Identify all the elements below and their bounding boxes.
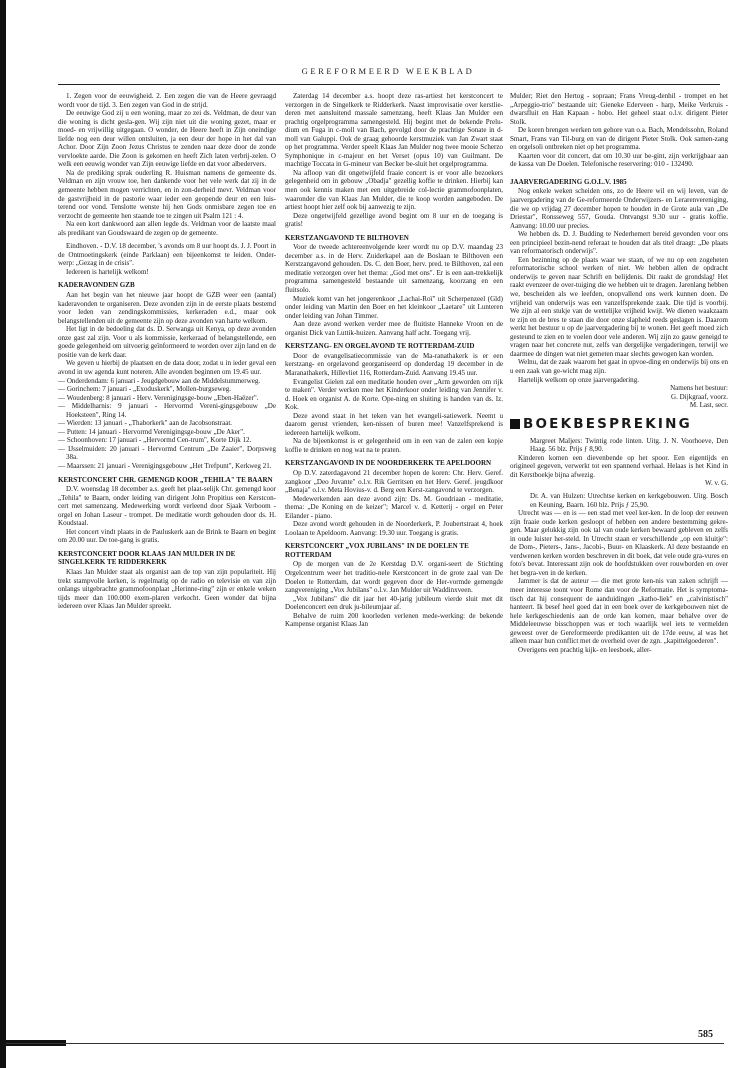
list-item: — Schoonhoven: 17 januari - „Hervormd Cen-trum", Korte Dijk 12. [58, 436, 276, 445]
review-citation: Dr. A. van Hulzen: Utrechtse kerken en kerkgebouwen. Uitg. Bosch en Keuning, Baarn. 160 blz. Prijs ƒ 25,90. [530, 491, 728, 509]
article-paragraph: Aan deze avond werken verder mee de fluitiste Hanneke Vroon en de organist Dick van Luttik-huizen. Aanvang half acht. Toegang vrij. [285, 320, 503, 337]
article-paragraph: Zaterdag 14 december a.s. hoopt deze ras-artiest het kerstconcert te verzorgen in de Singelkerk te Ridderkerk. Naast improvisatie over kerstlie-deren met aansluitend massale samenzang, heeft Klaas Jan Mulder een prachtig orgelprogramma samengesteld. Hij begint met de bekende Prelu-dium en Fuga in c-moll van Bach, gevolgd door de prachtige Sonate in d-moll van Galuppi. Ook de graag gehoorde kerstmuziek van Jan Zwart staat op het programma. Verder speelt Klaas Jan Mulder nog twee mooie Scherzo Symphonique in c-majeur en het Verset (opus 10) van Guilmant. De machtige Toccata in G-mineur van Becker be-sluit het orgelprogramma. [285, 92, 503, 169]
heading-klaas-jan-mulder: KERSTCONCERT DOOR KLAAS JAN MULDER IN DE SINGELKERK TE RIDDERKERK [58, 549, 236, 567]
column-3 [510, 92, 728, 1027]
review-text: Jammer is dat de auteur — die met grote ken-nis van zaken schrijft — meer interesse toont voor Rome dan voor de Reformatie. Het is symptoma-tisch dat hij consequent de aanduidingen „katho-liek" en „calvinistisch" hanteert. Ik besef heel goed dat in een boek over de kerkgebouwen niet de hele kerkgeschiedenis aan de orde kan komen, maar behalve over de Middeleeuwse bisschoppen was er toch waarlijk wel iets te vermelden geweest over de Gereformeerde predikanten uit de 17de eeuw, al was het alleen maar hun conflict met de overheid over de zgn. „kapittelgoederen". [510, 577, 728, 646]
article-paragraph: 1. Zegen voor de eeuwigheid. 2. Een zegen die van de Heere gevraagd wordt voor de tijd. 3. Een zegen van God in de strijd. [58, 92, 276, 109]
article-paragraph: Op de morgen van de 2e Kerstdag D.V. organi-seert de Stichting Orgelcentrum weer het traditio-nele Kerstconcert in de grote zaal van De Doelen te Rotterdam, dat wordt gegeven door de Her-vormde gemengde zangvereniging „Vox Jubilans" o.l.v. Jan Mulder uit Waddinxveen. [285, 560, 503, 595]
masthead: GEREFORMEERD WEEKBLAD [301, 66, 475, 76]
article-paragraph: D.V. woensdag 18 december a.s. geeft het plaat-selijk Chr. gemengd koor „Tehila" te Baarn, onder leiding van dirigent John Propitius een Kerstcon-cert met samenzang. Medewerking wordt verleend door Sjaak Verboom - orgel en Johan Laseur - trompet. De meditatie wordt gehouden door ds. H. Koudstaal. [58, 485, 276, 528]
page-binding-edge [0, 0, 6, 1068]
article-paragraph: Na afloop van dit ongetwijfeld fraaie concert is er voor alle bezoekers gelegenheid om in gebouw „Obadja" gezellig koffie te drinken. Hierbij kan men ook kennis maken met een uitgebreide col-lectie grammofoonplaten, waaronder die van Klaas Jan Mulder, die te koop worden aangeboden. De artiest hoopt hier zelf ook bij aanwezig te zijn. [285, 168, 503, 212]
square-bullet-icon [510, 419, 520, 429]
article-paragraph: De koren brengen werken ten gehore van o.a. Bach, Mendelssohn, Roland Smart, Frans van Til-burg en van de dirigent Pieter Stolk. Ook samen-zang en orgelsoli ontbreken niet op het programma. [510, 126, 728, 152]
article-paragraph: Na een kort dankwoord aan allen legde ds. Veldman voor de laatste maal als predikant van Goudswaard de zegen op de gemeente. [58, 220, 276, 237]
article-paragraph: Iedereen is hartelijk welkom! [66, 267, 149, 276]
article-paragraph: Mulder; Riet den Hertog - sopraan; Frans Vreug-denhil - trompet en het „Arpeggio-trio" bestaande uit: Gieneke Ederveen - harp, Meike Verkruis - dwarsfluit en Han Kapaan - hobo. Het geheel staat o.l.v. dirigent Pieter Stolk. [510, 92, 728, 126]
heading-bilthoven: KERSTZANGAVOND TE BILTHOVEN [285, 233, 409, 242]
heading-jaarvergadering: JAARVERGADERING G.O.L.V. 1985 [510, 177, 627, 186]
article-paragraph: Muziek komt van het jongerenkoor „Lachai-Roï" uit Scherpenzeel (Gld) onder leiding van Martin den Boer en het kleinkoor „Laetare" uit Lunteren onder leiding van Johan Timmer. [285, 294, 503, 320]
list-item: — Middelharnis: 9 januari - Hervormd Vereni-gingsgebouw „De Hoeksteen", Ring 14. [58, 402, 276, 419]
list-item: — Woudenberg: 8 januari - Herv. Verenigingsge-bouw „Eben-Haëzer". [58, 394, 276, 403]
signature-line: Namens het bestuur: [670, 384, 728, 393]
article-paragraph: Hartelijk welkom op onze jaarvergadering. [518, 375, 639, 384]
list-item: — Putten: 14 januari - Hervormd Verenigingsge-bouw „De Aker". [58, 428, 276, 437]
review-text: Utrecht was — en is — een stad met veel ker-ken. In de loop der eeuwen zijn fraaie oude kerken gesloopt of hebben een andere bestemming gekre-gen. Maar gelukkig zijn ook tal van oude kerken bewaard gebleven en zelfs in oude luister her-steld. In Utrecht staan er verschillende „op een kluitje": de Dom-, Pieters-, Jans-, Jacobi-, Buur- en Klaaskerk. Al deze bestaande en verdwenen kerken worden beschreven in dit boek, dat vele oude gra-vures en foto's bevat. Interessant zijn ook de hoofdstukken over rouwborden en over het begra-ven in de kerken. [510, 509, 728, 577]
venue-list [58, 377, 276, 471]
article-paragraph: Evangelist Gielen zal een meditatie houden over „Arm geworden om rijk te maken". Verder werken mee het Kinderkoor onder leiding van Jennifer v. d. Hoek en organist A. de Korte. Ope-ning en sluiting is handen van ds. Iz. Kok. [285, 377, 503, 412]
article-paragraph: Een bezinning op de plaats waar we staan, of we nu op een zogeheten reformatorische school werken of niet. We hebben allen de opdracht onderwijs te geven naar Schrift en belijdenis. Dit raakt de grondslag! Het raakt evenzeer de over-tuiging die we hebben uit te dragen. Jarenlang hebben we, bescheiden als we leefden, onopvallend ons werk kunnen doen. De vrijheid van onderwijs was een vanzelfsprekende zaak. Die tijd is voorbij. We zijn al een stukje van de wettelijke vrijheid kwijt. We dienen waakzaam te zijn en de bres te staan die door onze slapheid reeds geslagen is. Daarom werkt het bestuur u op de jaarvergadering bij te wonen. Het geeft moed zich gesteund te zien en te voelen door vele anderen. Wij zijn zo gauw geneigd te vragen naar het concrete nut, zelfs van dergelijke vergaderingen, terwijl we daarmee de dingen wat niet gemeten maar slechts gewogen kan worden. [510, 255, 728, 358]
list-item: — Gorinchem: 7 januari - „Exoduskerk", Mollen-burgseweg. [58, 385, 276, 394]
article-paragraph: Kaarten voor dit concert, dat om 10.30 uur be-gint, zijn verkrijgbaar aan de kassa van De Doelen. Telefonische reservering: 010 - 132490. [510, 151, 728, 169]
list-item: — Onderdendam: 6 januari - Jeugdgebouw aan de Middelstummerweg. [58, 377, 276, 386]
article-paragraph: Het ligt in de bedoeling dat ds. D. Serwanga uit Kenya, op deze avonden onze gast zal zijn. Voor u als kommissie, kerkeraad of belangstellende, een goede gelegenheid om uitvoerig geïnformeerd te worden over zijn land en de positie van de kerk daar. [58, 325, 276, 359]
article-paragraph: De eeuwige God zij u een woning, maar zo zei ds. Veldman, de deur van die woning is dicht gesla-gen. Wij zijn niet uit die woning gezet, maar er moed- en vrijwillig uitgegaan. O wonder, de Heere heeft in Zijn oneindige liefde nog een deur willen ontsluiten, ja een deur der hope in het dal van Achor. Door Zijn Zoon Jezus Christus te zenden naar deze door de zonde vervloekte aarde. Die Zoon is gekomen en heeft Zich laten verbrij-zelen. O welk een eeuwig wonder van Zijn eeuwige liefde en dat voor albedervers. [58, 109, 276, 169]
article-paragraph: Klaas Jan Mulder staat als organist aan de top van zijn populariteit. Hij trekt stampvolle kerken, is regelmatig op de radio en televisie en van zijn onlangs uitgebrachte grammofoonplaat „Herinne-ring" zijn er enkele weken tijds meer dan 100.000 exem-plaren verkocht. Geen wonder dat bijna iedereen over Klaas Jan Mulder spreekt. [58, 567, 276, 611]
signature-line: M. Last, secr. [689, 401, 728, 410]
article-paragraph: Medewerkenden aan deze avond zijn: Ds. M. Goudriaan - meditatie, thema: „De Koning en de keizer"; Marcel v. d. Ketterij - orgel en Peter Eilander - piano. [285, 494, 503, 520]
article-paragraph: Door de evangelisatiecommissie van de Ma-ranathakerk is er een kerstzang- en orgelavond georganiseerd op donderdag 19 december in de Maranathakerk, Hillevliet 116, Rotterdam-Zuid. Aanvang 19.45 uur. [285, 351, 503, 377]
article-paragraph: Deze avond wordt gehouden in de Noorderkerk, P. Joubertstraat 4, hoek Loolaan te Apeldoorn. Aanvang: 19.30 uur. Toegang is gratis. [285, 520, 503, 537]
review-2-header [522, 492, 728, 509]
article-paragraph: Deze avond staat in het teken van het evangeli-satiewerk. Neemt u daarom gerust vrienden, ken-nissen of buren mee! Vanzelfsprekend is iedereen hartelijk welkom. [285, 411, 503, 437]
review-1-header [522, 437, 728, 454]
article-paragraph: „Vox Jubilans" die dit jaar het 40-jarig jubileum vierde sluit met dit Doelenconcert een druk ju-bileumjaar af. [285, 594, 503, 612]
article-paragraph: We hebben ds. D. J. Budding te Nederhemert bereid gevonden voor ons een principieel bezin-nend referaat te houden dat als titel draagt: „De plaats van reformatorisch onderwijs". [510, 230, 728, 256]
review-text: Overigens een prachtig kijk- en leesboek, aller- [518, 645, 652, 654]
signature-line: G. Dijkgraaf, voorz. [671, 392, 728, 401]
article-paragraph: Na de prediking sprak ouderling R. Huisman namens de gemeente ds. Veldman en zijn vrouw toe, hen dankende voor het vele werk dat zij in de gemeente hebben mogen verrichten, en in zon-derheid mevr. Veldman voor de gastvrijheid in de pastorie waar ieder een geopende deur en een luis-terend oor vond. Tenslotte wenste hij hen Gods onmisbare zegen toe en verzocht de gemeente hen staande toe te zingen uit Psalm 121 : 4. [58, 168, 276, 220]
heading-vox-jubilans: KERSTCONCERT „VOX JUBILANS" IN DE DOELEN TE ROTTERDAM [285, 542, 469, 559]
column-2 [285, 92, 503, 1027]
article-paragraph: Eindhoven. - D.V. 18 december, 's avonds om 8 uur hoopt ds. J. J. Poort in de Ontmoetingskerk (einde Parklaan) een bijeenkomst te leiden. Onder-werp: „Gezag in de crisis". [58, 242, 276, 268]
review-signature: W. v. G. [705, 479, 728, 488]
article-paragraph: Welnu, dat de zaak waarom het gaat in opvoe-ding en onderwijs bij ons en u een zaak van ge-wicht mag zijn. [510, 358, 728, 375]
boekbespreking-title: BOEKBESPREKING [523, 415, 692, 432]
article-paragraph: Voor de tweede achtereenvolgende keer wordt nu op D.V. maandag 23 december a.s. in de Herv. Zuiderkapel aan de Boslaan te Bilthoven een Kerstzangavond gehouden. Ds. C. den Boer, herv. pred. te Bilthoven, zal een meditatie verzorgen over het thema: „God met ons". Er is een aan-trekkelijk programma samengesteld bestaande uit samenzang, koorzang en een fluitsolo. [285, 243, 503, 295]
list-item: — Wierden: 13 januari - „Thaborkerk" aan de Jacobsonstraat. [58, 419, 276, 428]
article-paragraph: We geven u hierbij de plaatsen en de data door, zodat u in ieder geval een avond in uw agenda kunt noteren. Alle avonden beginnen om 19.45 uur. [58, 359, 276, 376]
article-paragraph: Na de bijeenkomst is er gelegenheid om in een van de zalen een kopje koffie te drinken en nog wat na te praten. [285, 437, 503, 454]
section-heading-boekbespreking [510, 417, 728, 432]
page-number: 585 [698, 1029, 713, 1040]
heading-kaderavonden: KADERAVONDEN GZB [58, 281, 135, 290]
article-paragraph: Op D.V. zaterdagavond 21 december hopen de koren: Chr. Herv. Geref. zangkoor „Deo Juvante" o.l.v. Rik Gerritsen en het Herv. Geref. jeugdkoor „Benaja" o.l.v. Meta Hovius-v. d. Berg een Kerst-zangavond te verzorgen. [285, 468, 503, 495]
article-paragraph: Behalve de ruim 200 koorleden verlenen mede-werking: de bekende Kampense organist Klaas Jan [285, 611, 503, 629]
column-1 [58, 92, 276, 1027]
list-item: — IJsselmuiden: 20 januari - Hervormd Centrum „De Zaaier", Dorpsweg 38a. [58, 445, 276, 462]
article-paragraph: Aan het begin van het nieuwe jaar hoopt de GZB weer een (aantal) kaderavonden te organiseren. Deze avonden zijn in de eerste plaats bestemd voor leden van zendingskommissies, kerkeraden e.d., maar ook belangstellenden uit de gemeente zijn op deze avonden van harte welkom. [58, 291, 276, 325]
signature-block [510, 384, 728, 410]
article-paragraph: Het concert vindt plaats in de Pauluskerk aan de Brink te Baarn en begint om 20.00 uur. De toe-gang is gratis. [58, 527, 276, 545]
article-paragraph: Nog enkele weken scheiden ons, zo de Heere wil en wij leven, van de jaarvergadering van de Ge-reformeerde Onderwijzers- en Lerarenvereniging, die we op vrijdag 27 december hopen te houden in de Grote aula van „De Driestar", Ronsseweg 557, Gouda. Ontvangst 9.30 uur - gratis koffie. Aanvang: 10.00 uur precies. [510, 187, 728, 230]
heading-apeldoorn: KERSTZANGAVOND IN DE NOORDERKERK TE APELDOORN [285, 459, 492, 468]
heading-tehila: KERSTCONCERT CHR. GEMENGD KOOR „TEHILA" TE BAARN [58, 475, 273, 484]
bottom-rule [6, 1043, 724, 1044]
masthead-rule [58, 84, 720, 85]
review-text: Kinderen komen een dievenbende op het spoor. Een eigentijds en origineel gegeven, verwerkt tot een spannend verhaal. Helaas is het Kind in dit Kerstboekje bijna afwezig. [510, 453, 728, 479]
heading-rotterdam-zuid: KERSTZANG- EN ORGELAVOND TE ROTTERDAM-ZUID [285, 342, 475, 351]
article-paragraph: Deze ongetwijfeld gezellige avond begint om 8 uur en de toegang is gratis! [285, 211, 503, 229]
list-item: — Maarssen: 21 januari - Verenigingsgebouw „Het Trefpunt", Kerkweg 21. [58, 462, 276, 471]
review-citation: Margreet Maljers: Twintig rode linten. Uitg. J. N. Voorhoeve, Den Haag. 56 blz. Prijs ƒ 8,90. [530, 436, 728, 454]
